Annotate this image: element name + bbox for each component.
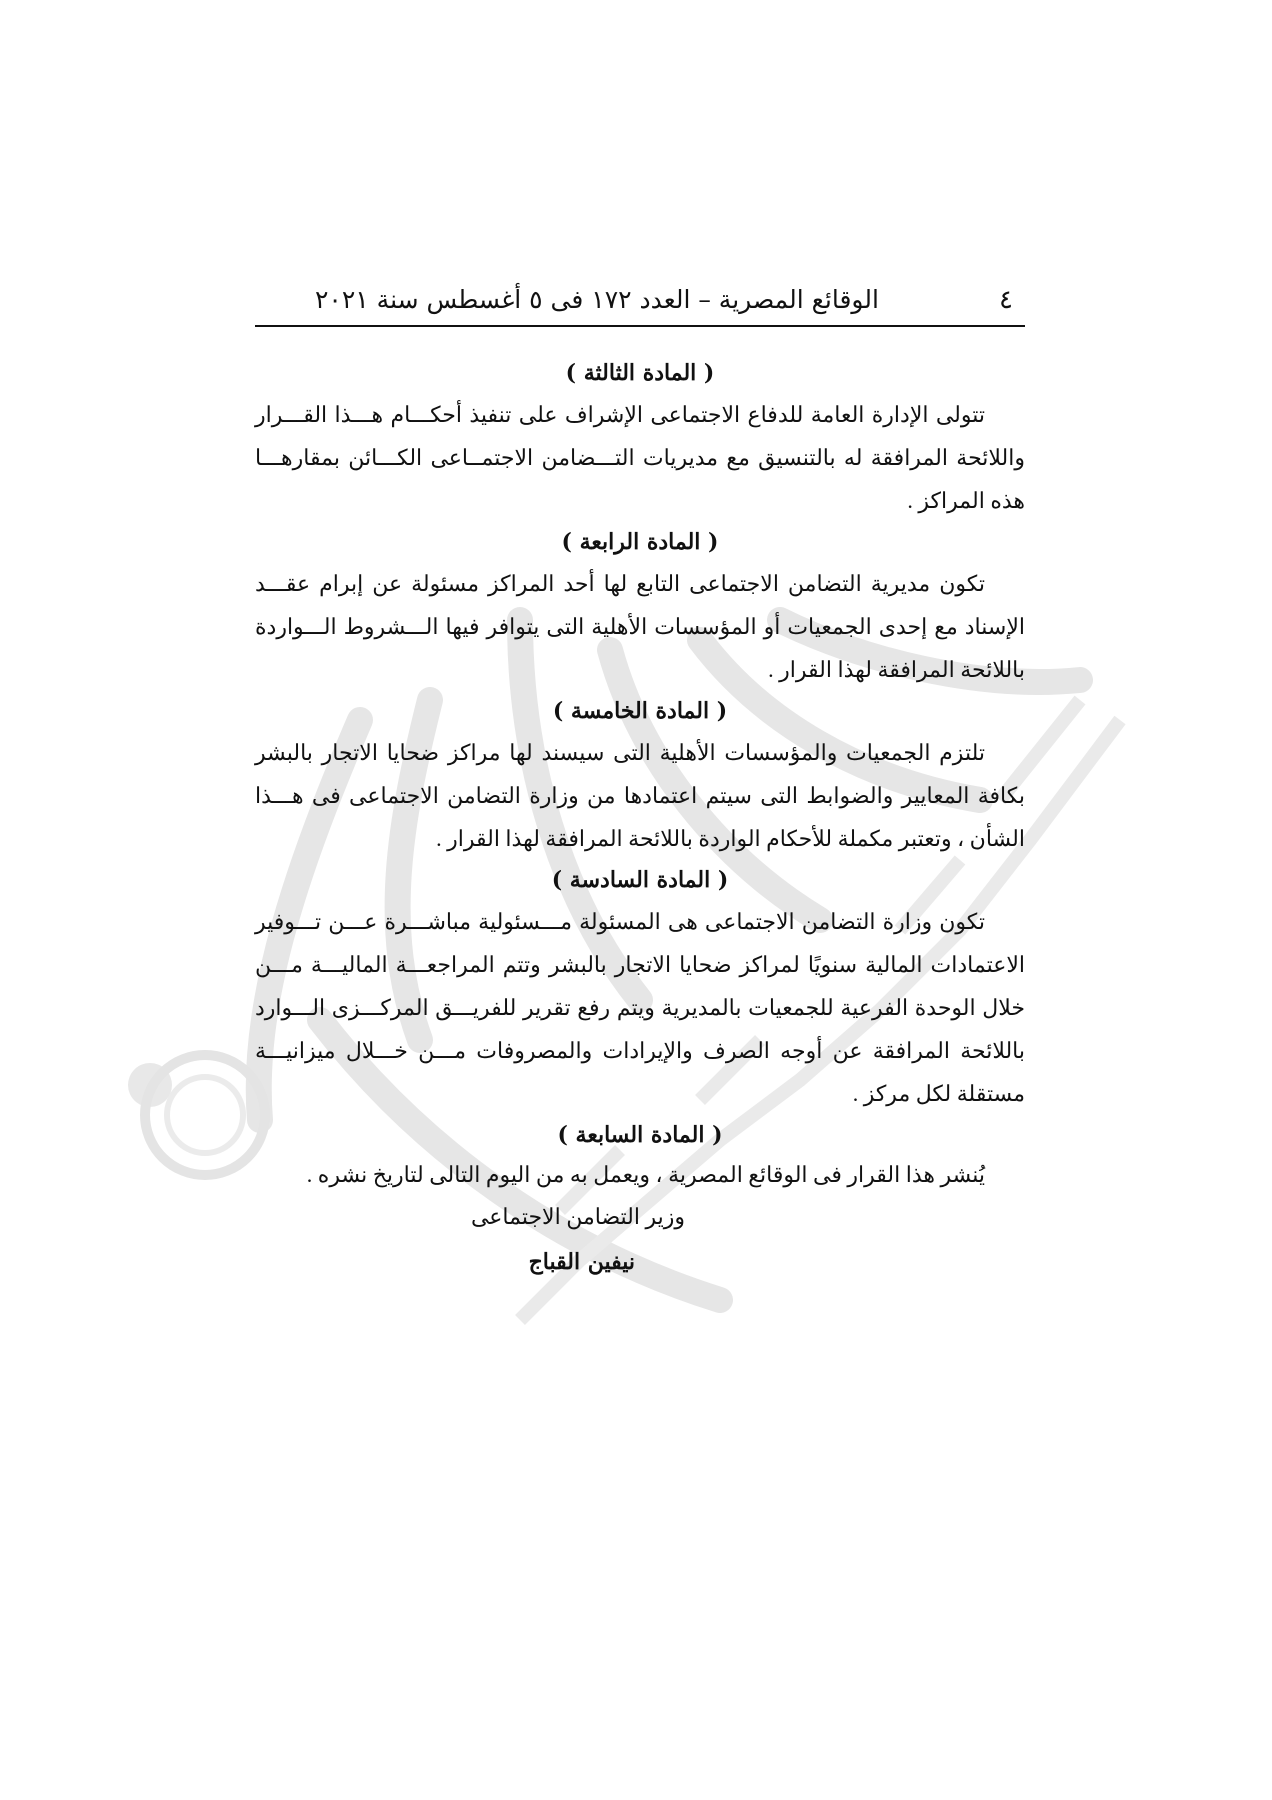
document-body <box>255 353 1025 1287</box>
article-text: تكون وزارة التضامن الاجتماعى هى المسئولة مـــسئولية مباشـــرة عـــن تـــوفير الاعتمادات المالية سنويًا لمراكز ضحايا الاتجار بالبشر وتتم المراجعـــة الماليـــة مـــن خلال الوحدة الفرعية للجمعيات بالمديرية ويتم رفع تقرير للفريـــق المركـــزى الـــوارد باللائحة المرافقة عن أوجه الصرف والإيرادات والمصروفات مـــن خـــلال ميزانيـــة مستقلة لكل مركز . <box>255 909 1025 1106</box>
article-title: ( المادة الثالثة ) <box>565 360 715 386</box>
seal-emblem <box>128 1055 265 1175</box>
minister-name: نيفين القباج <box>528 1249 635 1275</box>
article-text: تتولى الإدارة العامة للدفاع الاجتماعى الإشراف على تنفيذ أحكـــام هـــذا القـــرار واللائحة المرافقة له بالتنسيق مع مديريات التـــضامن الاجتمــاعى الكـــائن بمقارهـــا هذه المراكز . <box>255 402 1025 513</box>
article-text: تكون مديرية التضامن الاجتماعى التابع لها أحد المراكز مسئولة عن إبرام عقـــد الإسناد مع إحدى الجمعيات أو المؤسسات الأهلية التى يتوافر فيها الـــشروط الـــواردة باللائحة المرافقة لهذا القرار . <box>255 571 1025 682</box>
signature-block <box>265 1197 685 1287</box>
minister-title: وزير التضامن الاجتماعى <box>470 1204 685 1229</box>
article-text: تلتزم الجمعيات والمؤسسات الأهلية التى سيسند لها مراكز ضحايا الاتجار بالبشر بكافة المعايير والضوابط التى سيتم اعتمادها من وزارة التضامن الاجتماعى فى هـــذا الشأن ، وتعتبر مكملة للأحكام الواردة باللائحة المرافقة لهذا القرار . <box>255 740 1025 851</box>
article-title: ( المادة السادسة ) <box>551 867 729 893</box>
article-title: ( المادة الخامسة ) <box>552 698 728 724</box>
article-title: ( المادة الرابعة ) <box>561 529 719 555</box>
gazette-title: الوقائع المصرية – العدد ١٧٢ فى ٥ أغسطس سنة ٢٠٢١ <box>315 285 879 314</box>
page-header <box>255 285 1025 327</box>
page-number: ٤ <box>999 285 1013 315</box>
article-title: ( المادة السابعة ) <box>557 1122 723 1148</box>
closing-text: يُنشر هذا القرار فى الوقائع المصرية ، ويعمل به من اليوم التالى لتاريخ نشره . <box>306 1162 985 1187</box>
document-page <box>255 285 1025 1287</box>
